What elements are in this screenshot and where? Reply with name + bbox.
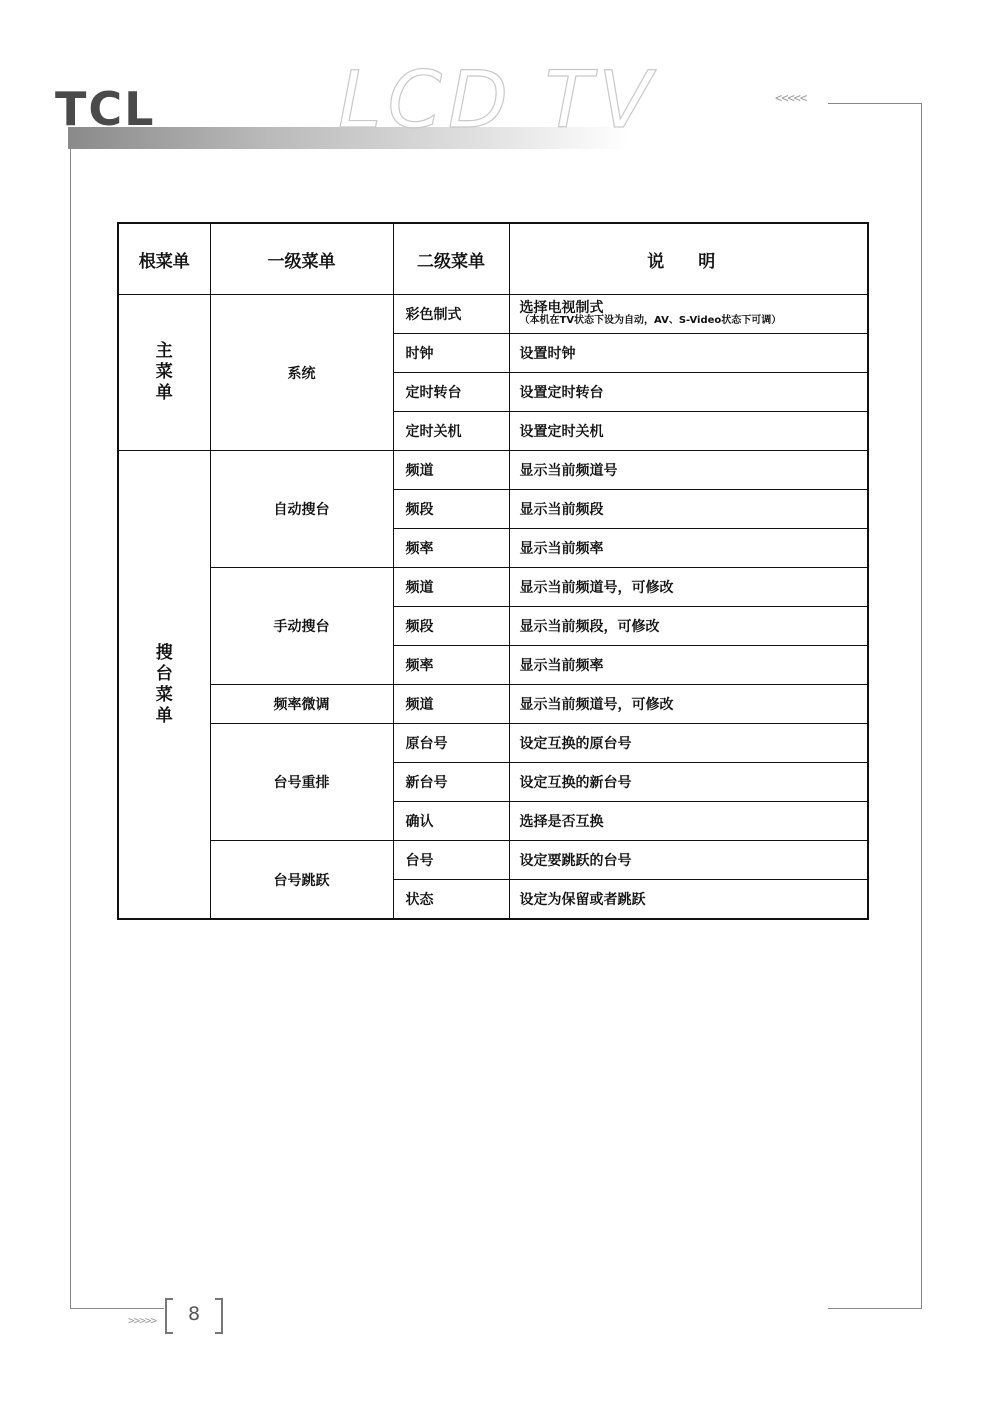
tcl-logo: TCL (55, 82, 156, 136)
root-search-menu (118, 451, 210, 920)
level1-skip-channel: 台号跳跃 (210, 841, 393, 920)
page-number: 8 (187, 1303, 201, 1325)
description-cell: 设定互换的原台号 (509, 724, 868, 763)
header-root-menu: 根菜单 (118, 223, 210, 295)
description-cell: 设定为保留或者跳跃 (509, 880, 868, 920)
description-cell: 设置定时转台 (509, 373, 868, 412)
description-cell: 显示当前频道号 (509, 451, 868, 490)
description-cell: 设置时钟 (509, 334, 868, 373)
level1-system: 系统 (210, 295, 393, 451)
header-description-label: 说 明 (647, 251, 730, 272)
level1-auto-search: 自动搜台 (210, 451, 393, 568)
level1-reorder-channels: 台号重排 (210, 724, 393, 841)
level1-manual-search: 手动搜台 (210, 568, 393, 685)
level2-item: 频道 (393, 568, 509, 607)
description-cell: 显示当前频段，可修改 (509, 607, 868, 646)
level2-item: 频道 (393, 685, 509, 724)
level2-item: 新台号 (393, 763, 509, 802)
header-chevrons: <<<<< (775, 91, 807, 105)
page-number-bracket (165, 1298, 223, 1334)
table-row (118, 568, 868, 607)
header-title: LCD TV (338, 56, 658, 146)
level2-item: 台号 (393, 841, 509, 880)
root-search-menu-label: 搜台菜单 (155, 642, 173, 726)
level2-item: 确认 (393, 802, 509, 841)
level2-item: 定时转台 (393, 373, 509, 412)
header-description (509, 223, 868, 295)
level2-item: 频段 (393, 607, 509, 646)
level2-item: 时钟 (393, 334, 509, 373)
root-main-menu-label: 主菜单 (155, 341, 173, 403)
description-text: 选择电视制式 (519, 300, 604, 316)
level2-item: 频率 (393, 529, 509, 568)
level2-item: 频率 (393, 646, 509, 685)
footer-chevrons: >>>>> (128, 1314, 157, 1327)
frame-left-line (70, 149, 71, 1308)
description-cell: 设置定时关机 (509, 412, 868, 451)
description-cell (509, 295, 868, 334)
table-row (118, 685, 868, 724)
description-cell: 显示当前频道号，可修改 (509, 568, 868, 607)
frame-right-line (921, 103, 922, 1308)
level1-fine-tune: 频率微调 (210, 685, 393, 724)
level2-item: 频段 (393, 490, 509, 529)
table-header-row (118, 223, 868, 295)
description-cell: 选择是否互换 (509, 802, 868, 841)
table-row (118, 724, 868, 763)
level2-item: 频道 (393, 451, 509, 490)
description-cell: 显示当前频道号，可修改 (509, 685, 868, 724)
header-level2-menu: 二级菜单 (393, 223, 509, 295)
level2-item: 定时关机 (393, 412, 509, 451)
root-main-menu (118, 295, 210, 451)
description-cell: 显示当前频率 (509, 529, 868, 568)
table-row (118, 841, 868, 880)
description-cell: 显示当前频率 (509, 646, 868, 685)
level2-item: 原台号 (393, 724, 509, 763)
frame-bottom-right-line (828, 1308, 922, 1309)
description-cell: 设定要跳跃的台号 (509, 841, 868, 880)
frame-bottom-left-line (70, 1308, 164, 1309)
menu-structure-table (117, 222, 869, 920)
page-header (0, 0, 994, 160)
frame-top-right-line (828, 103, 922, 104)
level2-item: 状态 (393, 880, 509, 920)
description-cell: 显示当前频段 (509, 490, 868, 529)
description-note: （本机在TV状态下设为自动，AV、S-Video状态下可调） (519, 315, 782, 326)
level2-item: 彩色制式 (393, 295, 509, 334)
header-level1-menu: 一级菜单 (210, 223, 393, 295)
table-row (118, 451, 868, 490)
table-row (118, 295, 868, 334)
description-cell: 设定互换的新台号 (509, 763, 868, 802)
